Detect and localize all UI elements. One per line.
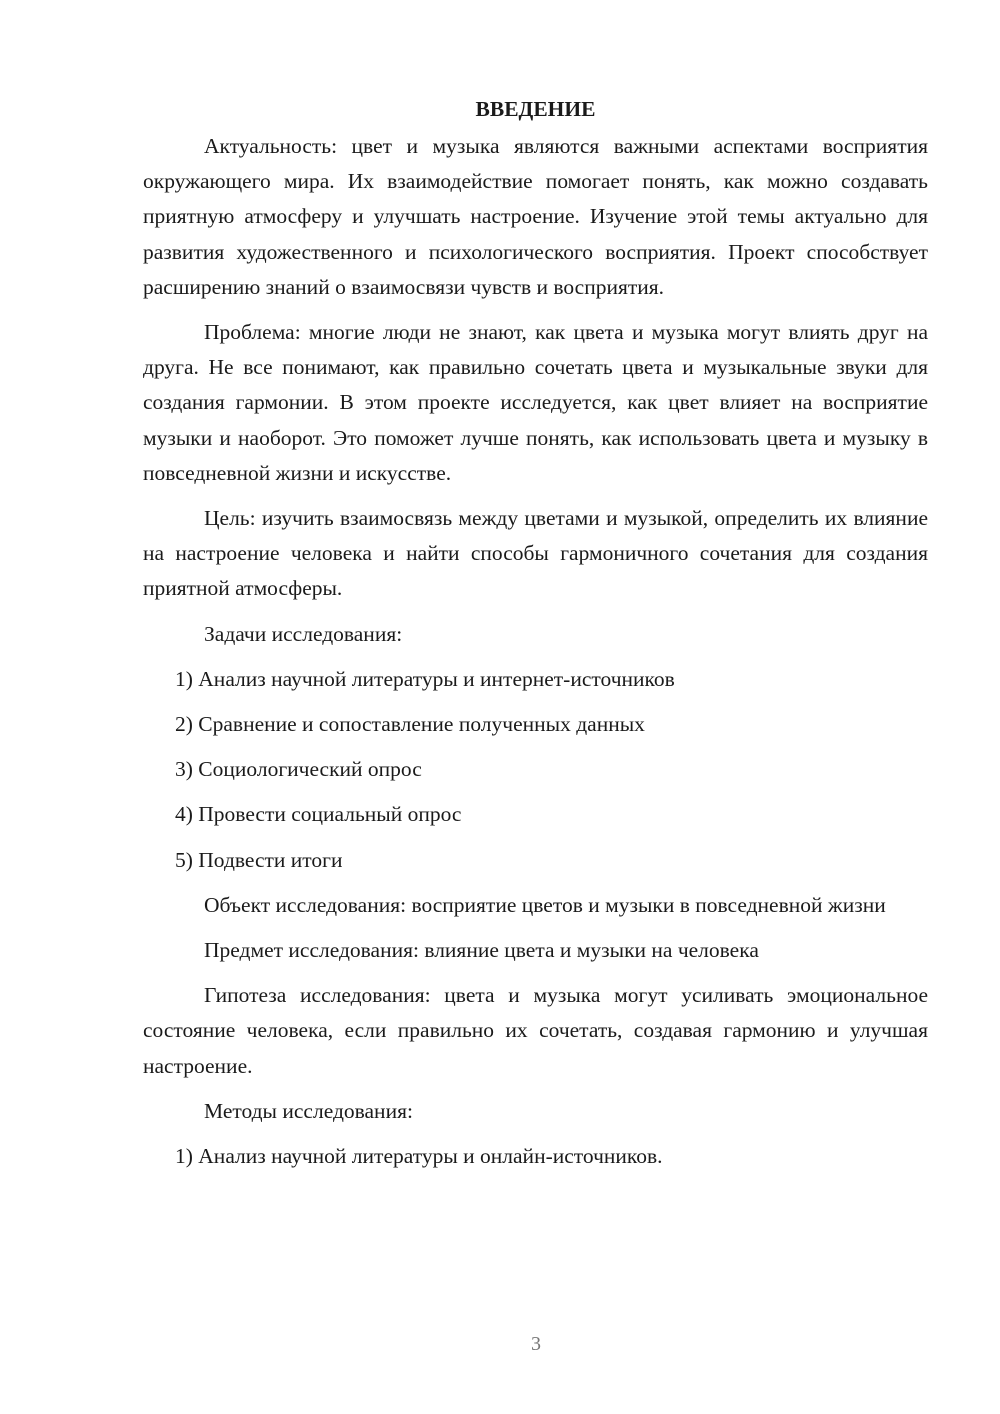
list-item: 1) Анализ научной литературы и интернет-источников xyxy=(175,666,675,691)
paragraph-hypothesis: Гипотеза исследования: цвета и музыка могут усиливать эмоциональное состояние человека, если правильно их сочетать, создавая гармонию и улучшая настроение. xyxy=(143,983,928,1078)
page-number: 3 xyxy=(531,1333,541,1355)
list-item: 5) Подвести итоги xyxy=(175,847,343,872)
paragraph-object: Объект исследования: восприятие цветов и музыки в повседневной жизни xyxy=(204,892,886,917)
paragraph-problem: Проблема: многие люди не знают, как цвета и музыка могут влиять друг на друга. Не все понимают, как правильно сочетать цвета и музыкальные звуки для создания гармонии. В этом проекте исследуется, как цвет влияет на восприятие музыки и наоборот. Это поможет лучше понять, как использовать цвета и музыку в повседневной жизни и искусстве. xyxy=(143,320,928,485)
methods-list xyxy=(143,1139,928,1174)
list-item: 3) Социологический опрос xyxy=(175,757,422,782)
tasks-list xyxy=(143,662,928,878)
list-item: 4) Провести социальный опрос xyxy=(175,802,462,827)
methods-heading: Методы исследования: xyxy=(204,1098,413,1123)
tasks-heading: Задачи исследования: xyxy=(204,621,403,646)
list-item: 2) Сравнение и сопоставление полученных данных xyxy=(175,712,645,737)
section-title: ВВЕДЕНИЕ xyxy=(475,97,596,121)
paragraph-goal: Цель: изучить взаимосвязь между цветами и музыкой, определить их влияние на настроение человека и найти способы гармоничного сочетания для создания приятной атмосферы. xyxy=(143,506,928,601)
paragraph-relevance: Актуальность: цвет и музыка являются важными аспектами восприятия окружающего мира. Их взаимодействие помогает понять, как можно создавать приятную атмосферу и улучшать настроение. Изучение этой темы актуально для развития художественного и психологического восприятия. Проект способствует расширению знаний о взаимосвязи чувств и восприятия. xyxy=(143,134,928,299)
paragraph-subject: Предмет исследования: влияние цвета и музыки на человека xyxy=(204,938,759,963)
document-body xyxy=(143,92,928,1184)
list-item: 1) Анализ научной литературы и онлайн-источников. xyxy=(175,1144,663,1169)
